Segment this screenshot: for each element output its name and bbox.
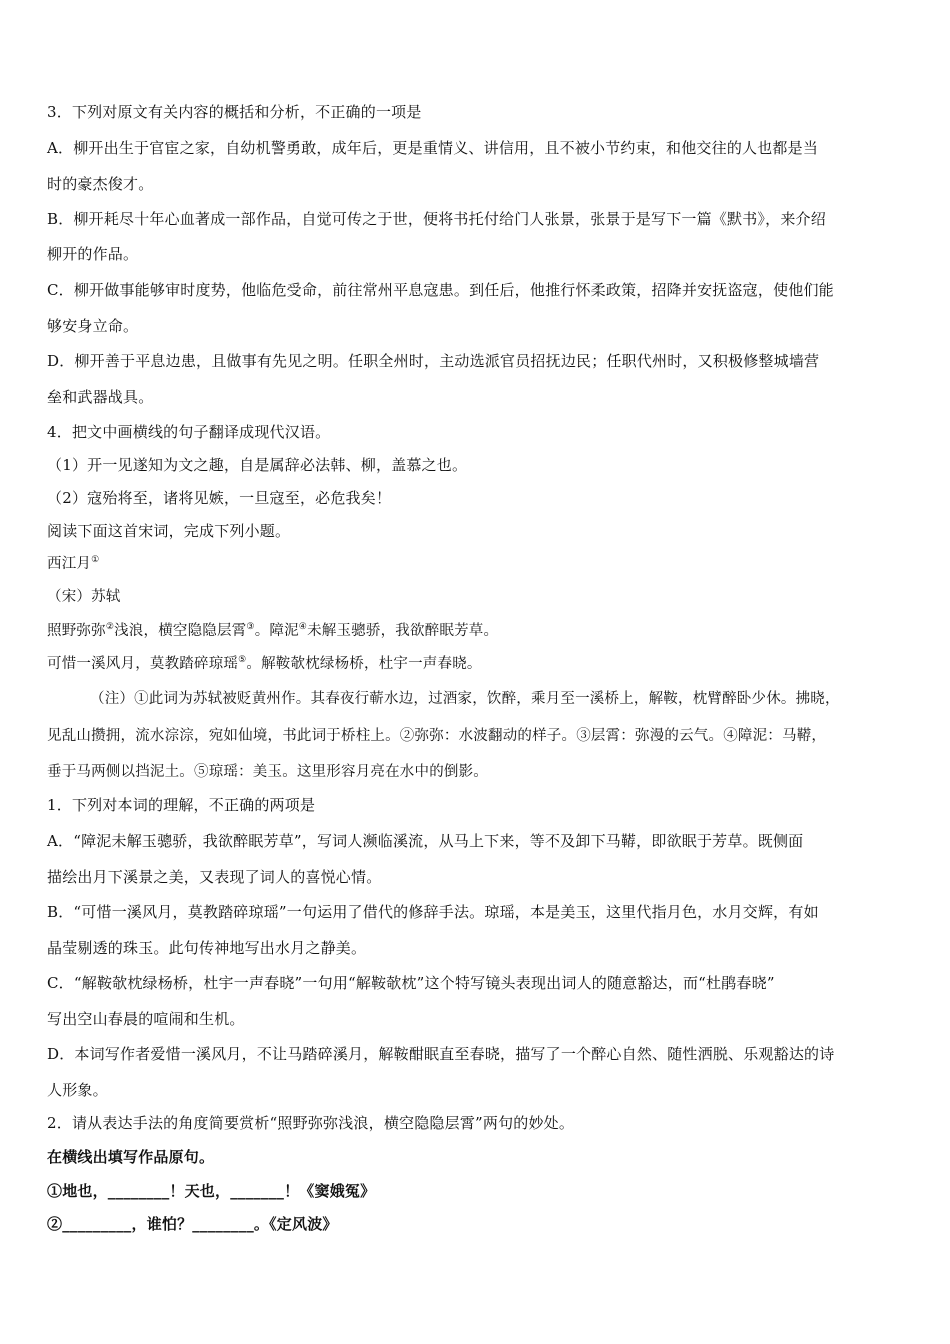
q3-option-b-line1: B．柳开耗尽十年心血著成一部作品，自觉可传之于世，便将书托付给门人张景，张景于是写下一篇《默书》，来介绍 — [47, 210, 826, 228]
q3-option-b-line2: 柳开的作品。 — [47, 245, 139, 263]
p1-stem: 1．下列对本词的理解，不正确的两项是 — [47, 796, 316, 814]
note-marker: ② — [105, 622, 115, 633]
poem-note-line3: 垂于马两侧以挡泥土。⑤琼瑶：美玉。这里形容月亮在水中的倒影。 — [47, 764, 488, 780]
poem-intro: 阅读下面这首宋词，完成下列小题。 — [47, 522, 291, 540]
note-marker: ① — [91, 555, 100, 566]
poem-title: 西江月① — [47, 555, 100, 572]
poem-author: （宋）苏轼 — [47, 589, 121, 605]
note-marker: ⑤ — [238, 655, 247, 666]
q3-option-a-line1: A．柳开出生于官宦之家，自幼机警勇敢，成年后，更是重情义、讲信用，且不被小节约束，和他交往的人也都是当 — [47, 139, 819, 157]
q3-option-c-line2: 够安身立命。 — [47, 317, 139, 335]
p1-option-d-line2: 人形象。 — [47, 1081, 108, 1099]
q3-option-c-line1: C．柳开做事能够审时度势，他临危受命，前往常州平息寇患。到任后，他推行怀柔政策，招降并安抚盗寇，使他们能 — [47, 281, 834, 299]
p1-option-b-line1: B．“可惜一溪风月，莫教踏碎琼瑶”一句运用了借代的修辞手法。琼瑶，本是美玉，这里代指月色，水月交辉，有如 — [47, 903, 819, 921]
note-marker: ④ — [298, 622, 308, 633]
p1-option-a-line2: 描绘出月下溪景之美，又表现了词人的喜悦心情。 — [47, 868, 382, 886]
q3-option-d-line2: 垒和武器战具。 — [47, 388, 154, 406]
q3-option-a-line2: 时的豪杰俊才。 — [47, 175, 154, 193]
p1-option-a-line1: A．“障泥未解玉骢骄，我欲醉眠芳草”，写词人濒临溪流，从马上下来，等不及卸下马鞯，即欲眠于芳草。既侧面 — [47, 832, 804, 850]
q4-stem: 4．把文中画横线的句子翻译成现代汉语。 — [47, 423, 331, 441]
p1-option-d-line1: D．本词写作者爱惜一溪风月，不让马踏碎溪月，解鞍酣眠直至春晓，描写了一个醉心自然、随性洒脱、乐观豁达的诗 — [47, 1045, 835, 1063]
q4-sentence-2: （2）寇殆将至，诸将见嫉，一旦寇至，必危我矣！ — [47, 489, 392, 507]
q4-sentence-1: （1）开一见遂知为文之趣，自是属辞必法韩、柳，盖慕之也。 — [47, 456, 468, 474]
fill-heading: 在横线出填写作品原句。 — [47, 1148, 215, 1166]
note-marker: ③ — [246, 622, 255, 633]
fill-line-2: ②_________，谁怕？________。《定风波》 — [47, 1215, 338, 1233]
poem-line-1: 照野弥弥②浅浪，横空隐隐层霄③。障泥④未解玉骢骄，我欲醉眠芳草。 — [47, 622, 499, 639]
poem-note-line1: （注）①此词为苏轼被贬黄州作。其春夜行蕲水边，过酒家，饮醉，乘月至一溪桥上，解鞍，枕臂醉卧少休。拂晓， — [90, 691, 840, 707]
poem-line-2: 可惜一溪风月，莫教踏碎琼瑶⑤。解鞍欹枕绿杨桥，杜宇一声春晓。 — [47, 655, 482, 672]
p1-option-c-line2: 写出空山春晨的喧闹和生机。 — [47, 1010, 245, 1028]
q3-option-d-line1: D．柳开善于平息边患，且做事有先见之明。任职全州时，主动选派官员招抚边民；任职代州时，又积极修整城墙营 — [47, 352, 820, 370]
fill-line-1: ①地也，________！天也，_______！《窦娥冤》 — [47, 1182, 376, 1200]
p1-option-b-line2: 晶莹剔透的珠玉。此句传神地写出水月之静美。 — [47, 939, 367, 957]
q3-stem: 3．下列对原文有关内容的概括和分析，不正确的一项是 — [47, 103, 422, 121]
poem-note-line2: 见乱山攒拥，流水淙淙，宛如仙境，书此词于桥柱上。②弥弥：水波翻动的样子。③层霄：弥漫的云气。④障泥：马鞯， — [47, 728, 827, 744]
p2-stem: 2．请从表达手法的角度简要赏析“照野弥弥浅浪，横空隐隐层霄”两句的妙处。 — [47, 1114, 575, 1132]
p1-option-c-line1: C．“解鞍欹枕绿杨桥，杜宇一声春晓”一句用“解鞍欹枕”这个特写镜头表现出词人的随意豁达，而“杜鹃春晓” — [47, 974, 775, 992]
